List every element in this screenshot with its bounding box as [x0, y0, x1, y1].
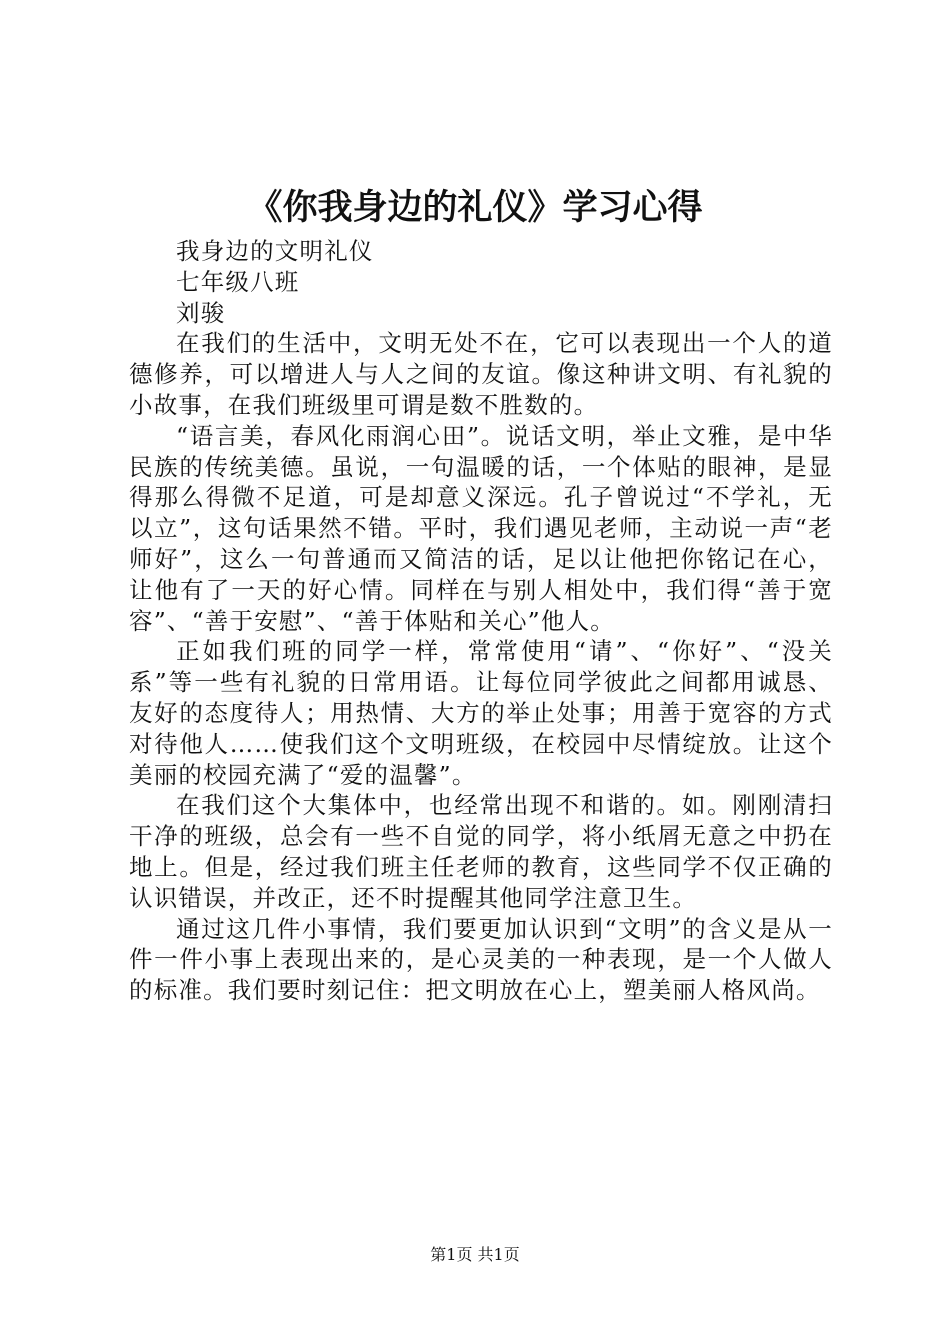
class-name: 七年级八班: [176, 267, 300, 296]
subtitle: 我身边的文明礼仪: [176, 237, 374, 265]
document-title: 《你我身边的礼仪》学习心得: [247, 187, 703, 228]
paragraph-3: 正如我们班的同学一样，常常使用“请”、“你好”、“没关系”等一些有礼貌的日常用语。让每位同学彼此之间都用诚恳、友好的态度待人；用热情、大方的举止处事；用善于宽容的方式对待他人……使我们这个文明班级，在校园中尽情绽放。让这个美丽的校园充满了“爱的温馨”。: [129, 637, 833, 789]
paragraph-5: 通过这几件小事情，我们要更加认识到“文明”的含义是从一件一件小事上表现出来的，是心灵美的一种表现，是一个人做人的标准。我们要时刻记住：把文明放在心上，塑美丽人格风尚。: [129, 914, 833, 1005]
paragraph-1: 在我们的生活中，文明无处不在，它可以表现出一个人的道德修养，可以增进人与人之间的友谊。像这种讲文明、有礼貌的小故事，在我们班级里可谓是数不胜数的。: [129, 329, 833, 419]
page-number: 第1页 共1页: [430, 1245, 520, 1264]
paragraph-4: 在我们这个大集体中，也经常出现不和谐的。如。刚刚清扫干净的班级，总会有一些不自觉的同学，将小纸屑无意之中扔在地上。但是，经过我们班主任老师的教育，这些同学不仅正确的认识错误，并改正，还不时提醒其他同学注意卫生。: [129, 791, 833, 912]
paragraph-2: “语言美，春风化雨润心田”。说话文明，举止文雅，是中华民族的传统美德。虽说，一句温暖的话，一个体贴的眼神，是显得那么得微不足道，可是却意义深远。孔子曾说过“不学礼，无以立”，这句话果然不错。平时，我们遇见老师，主动说一声“老师好”，这么一句普通而又简洁的话，足以让他把你铭记在心，让他有了一天的好心情。同样在与别人相处中，我们得“善于宽容”、“善于安慰”、“善于体贴和关心”他人。: [129, 421, 833, 635]
document-body: [129, 236, 833, 1006]
author-name: 刘骏: [176, 298, 226, 327]
